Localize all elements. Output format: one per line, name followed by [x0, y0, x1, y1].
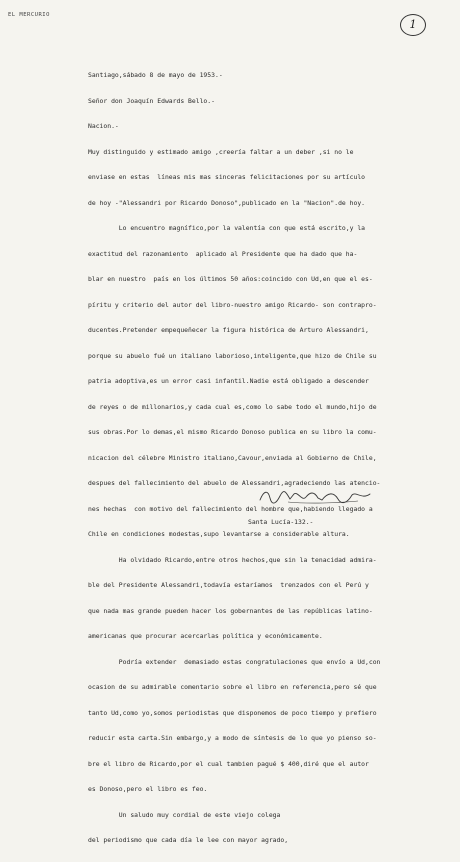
letter-line: Chile en condiciones modestas,supo levantarse a considerable altura. — [88, 530, 350, 538]
letter-line: exactitud del razonamiento aplicado al Presidente que ha dado que ha- — [88, 249, 358, 258]
letter-line: bre el libro de Ricardo,por el cual tambien pagué $ 400,diré que el autor — [88, 759, 369, 768]
letter-line: Muy distinguido y estimado amigo ,creería faltar a un deber ,si no le — [88, 147, 354, 156]
letterhead: EL MERCURIO — [8, 12, 50, 18]
letter-line: ble del Presidente Alessandri,todavía estaríamos trenzados con el Perú y — [88, 581, 369, 589]
letter-line: despues del fallecimiento del abuelo de Alessandri,agradeciendo las atencio- — [88, 479, 381, 487]
letter-line: tanto Ud,como yo,somos periodistas que disponemos de poco tiempo y prefiero — [88, 708, 377, 717]
letter-line: reducir esta carta.Sin embargo,y a modo de síntesis de lo que yo pienso so- — [88, 734, 377, 742]
letter-line: Nacion.- — [88, 122, 119, 130]
letter-line: porque su abuelo fué un italiano laborioso,inteligente,que hizo de Chile su — [88, 351, 377, 360]
letter-line: píritu y criterio del autor del libro-nuestro amigo Ricardo- son contrapro- — [88, 300, 377, 309]
handwritten-signature — [258, 488, 373, 506]
letter-line: Señor don Joaquín Edwards Bello.- — [88, 96, 215, 105]
letter-body — [88, 54, 448, 862]
letter-line: enviase en estas líneas mis mas sinceras felicitaciones por su artículo — [88, 173, 366, 181]
sender-address: Santa Lucía-132.- — [248, 518, 314, 526]
letter-line: ducentes.Pretender empequeñecer la figura histórica de Arturo Alessandri, — [88, 326, 369, 334]
letter-line: que nada mas grande pueden hacer los gobernantes de las repúblicas latino- — [88, 606, 373, 615]
letter-line: Ha olvidado Ricardo,entre otros hechos,que sin la tenacidad admira- — [88, 555, 377, 564]
letter-line: blar en nuestro país en los últimos 50 años:coincido con Ud,en que el es- — [88, 275, 373, 283]
letter-line: ocasion de su admirable comentario sobre el libro en referencia,pero sé que — [88, 683, 377, 691]
letter-line: del periodismo que cada día le lee con mayor agrado, — [88, 836, 289, 844]
letter-line: de reyes o de millonarios,y cada cual es,como lo sabe todo el mundo,hijo de — [88, 402, 377, 411]
letter-line: nes hechas con motivo del fallecimiento del hombre que,habiendo llegado a — [88, 504, 373, 513]
letter-line: americanas que procurar acercarlas política y económicamente. — [88, 632, 323, 640]
letter-line: es Donoso,pero el libro es feo. — [88, 785, 208, 793]
letter-line: Santiago,sábado 8 de mayo de 1953.- — [88, 71, 223, 79]
letter-line: nicacion del célebre Ministro italiano,Cavour,enviada al Gobierno de Chile, — [88, 453, 377, 462]
page-number-circle: 1 — [400, 14, 426, 36]
letter-line: Podría extender demasiado estas congratulaciones que envío a Ud,con — [88, 657, 381, 666]
letter-line: patria adoptiva,es un error casi infantil.Nadie está obligado a descender — [88, 377, 369, 385]
letter-line: Lo encuentro magnífico,por la valentía con que está escrito,y la — [88, 224, 366, 232]
letter-line: Un saludo muy cordial de este viejo colega — [88, 810, 281, 819]
letter-line: sus obras.Por lo demas,el mismo Ricardo Donoso publica en su libro la comu- — [88, 428, 377, 436]
letter-line: de hoy -"Alessandri por Ricardo Donoso",publicado en la "Nacion".de hoy. — [88, 198, 366, 207]
